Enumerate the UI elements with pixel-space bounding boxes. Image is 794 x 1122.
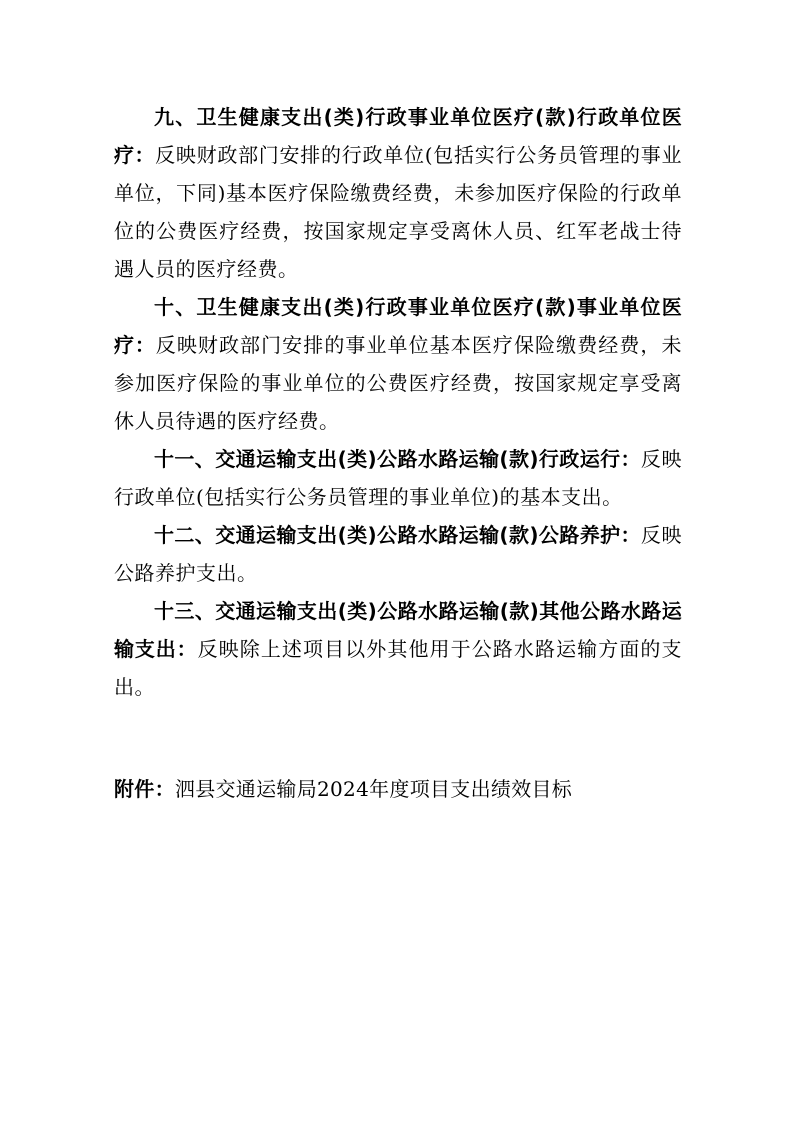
paragraph-body: 反映除上述项目以外其他用于公路水路运输方面的支出。	[114, 637, 683, 699]
paragraph-heading: 十三、交通运输支出(类)公路水路运输(款)其他公路水路运输支出：	[114, 599, 682, 661]
paragraph-item-11	[114, 440, 682, 516]
paragraph-body: 反映财政部门安排的行政单位(包括实行公务员管理的事业单位，下同)基本医疗保险缴费经费，未参加医疗保险的行政单位的公费医疗经费，按国家规定享受离休人员、红军老战士待遇人员的医疗经费。	[114, 143, 682, 281]
paragraph-body: 反映财政部门安排的事业单位基本医疗保险缴费经费，未参加医疗保险的事业单位的公费医疗经费，按国家规定享受离休人员待遇的医疗经费。	[114, 333, 682, 433]
paragraph-body: 反映行政单位(包括实行公务员管理的事业单位)的基本支出。	[114, 447, 682, 509]
paragraph-heading: 十、卫生健康支出(类)行政事业单位医疗(款)事业单位医疗：	[114, 295, 682, 357]
paragraph-heading: 九、卫生健康支出(类)行政事业单位医疗(款)行政单位医疗：	[114, 105, 682, 167]
attachment-label: 附件：	[114, 777, 175, 801]
attachment-text: 泗县交通运输局2024年度项目支出绩效目标	[174, 777, 573, 801]
paragraph-heading: 十一、交通运输支出(类)公路水路运输(款)行政运行：	[154, 447, 641, 471]
paragraph-item-10	[114, 288, 682, 440]
paragraph-item-12	[114, 516, 682, 592]
paragraph-heading: 十二、交通运输支出(类)公路水路运输(款)公路养护：	[154, 523, 641, 547]
paragraph-item-9	[114, 98, 682, 288]
attachment-line	[114, 770, 682, 808]
paragraph-body: 反映公路养护支出。	[114, 523, 682, 585]
paragraph-item-13	[114, 592, 682, 706]
